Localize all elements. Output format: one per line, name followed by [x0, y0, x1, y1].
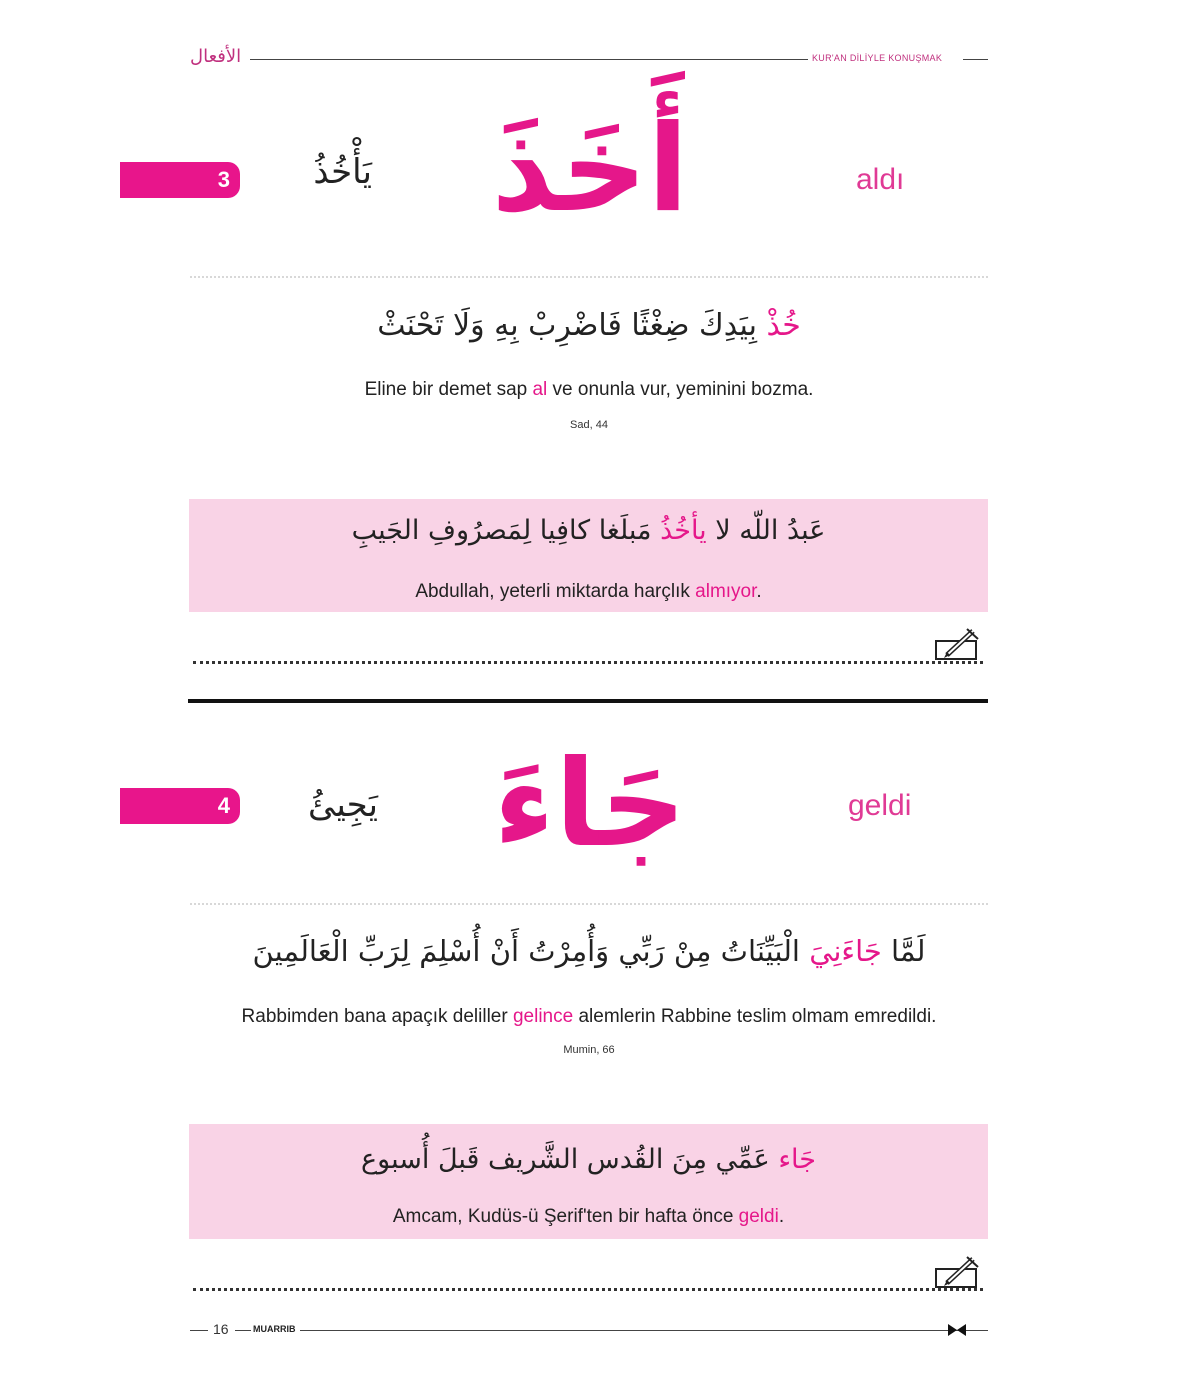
verse-text-end: الْبَيِّنَاتُ مِنْ رَبِّي وَأُمِرْتُ أَنْ أُسْلِمَ لِرَبِّ الْعَالَمِينَ: [252, 934, 810, 968]
verse-keyword: خُذْ: [766, 308, 801, 343]
verse-text: بِيَدِكَ ضِغْثًا فَاضْرِبْ بِهِ وَلَا تَحْنَثْ: [377, 308, 767, 343]
verse-reference: Sad, 44: [570, 419, 608, 431]
dotted-separator: [190, 276, 988, 278]
verb-number-badge: [120, 788, 240, 824]
verb-meaning: aldı: [856, 163, 905, 196]
example-box: [189, 1124, 988, 1239]
header-rule: [250, 59, 808, 60]
header-series-title: KUR'AN DİLİYLE KONUŞMAK: [812, 53, 943, 63]
example-tr-text: Abdullah, yeterli miktarda harçlık: [415, 581, 696, 602]
quran-verse-arabic: [190, 934, 988, 968]
verb-number: 3: [217, 167, 230, 192]
imperfect-form: يَجِيئُ: [307, 785, 378, 825]
main-verb: أَخَذَ: [491, 100, 689, 239]
translation-text: Rabbimden bana apaçık deliller: [241, 1006, 513, 1027]
example-tr-highlight: geldi: [738, 1206, 779, 1227]
translation-text-end: ve onunla vur, yeminini bozma.: [547, 379, 814, 400]
quran-verse-translation: [150, 1006, 1028, 1028]
example-tr-text-end: .: [756, 581, 762, 602]
example-text: عَبدُ اللّه لا: [706, 515, 826, 546]
example-translation: [189, 1206, 988, 1228]
writing-line: [193, 1288, 983, 1291]
verse-reference: Mumin, 66: [563, 1044, 615, 1056]
translation-text-end: alemlerin Rabbine teslim olmam emredildi.: [573, 1006, 937, 1027]
pencil-writing-icon: [933, 627, 983, 663]
header-rule-end: [963, 59, 988, 60]
verb-number-badge: [120, 162, 240, 198]
translation-highlight: al: [532, 379, 548, 400]
bow-ornament-icon: [948, 1324, 966, 1336]
imperfect-form: يَأْخُذُ: [313, 152, 372, 192]
page-number: 16: [213, 1321, 229, 1337]
verse-text: لَمَّا: [881, 934, 926, 968]
example-text-end: عَمِّي مِنَ القُدس الشَّريف قَبلَ أُسبوع: [361, 1144, 779, 1175]
header-arabic-title: الأفعال: [190, 46, 242, 67]
verb-number: 4: [217, 793, 230, 818]
example-keyword: يأخُذُ: [660, 515, 707, 546]
quran-verse-arabic: [190, 308, 988, 343]
example-box: [189, 499, 988, 612]
quran-verse-translation: [150, 379, 1028, 401]
example-text-end: مَبلَغا كافِيا لِمَصرُوفِ الجَيبِ: [351, 515, 661, 546]
example-arabic: [189, 1144, 988, 1175]
pencil-writing-icon: [933, 1255, 983, 1291]
writing-line: [193, 661, 983, 664]
dotted-separator: [190, 903, 988, 905]
footer-brand: MUARRIB: [253, 1324, 296, 1334]
example-tr-text-end: .: [778, 1206, 785, 1227]
example-arabic: [189, 515, 988, 546]
footer-rule: [300, 1330, 988, 1331]
translation-text: Eline bir demet sap: [364, 379, 533, 400]
verse-keyword: جَاءَنِيَ: [809, 934, 882, 968]
example-keyword: جَاء: [778, 1144, 816, 1175]
footer-rule-mid: [235, 1330, 251, 1331]
example-tr-text: Amcam, Kudüs-ü Şerif'ten bir hafta önce: [392, 1206, 739, 1227]
translation-highlight: gelince: [512, 1006, 574, 1027]
example-tr-highlight: almıyor: [695, 581, 757, 602]
footer-rule-start: [190, 1330, 208, 1331]
verb-meaning: geldi: [848, 789, 912, 822]
section-divider: [188, 699, 988, 703]
main-verb: جَاءَ: [493, 735, 687, 874]
example-translation: [189, 581, 988, 603]
